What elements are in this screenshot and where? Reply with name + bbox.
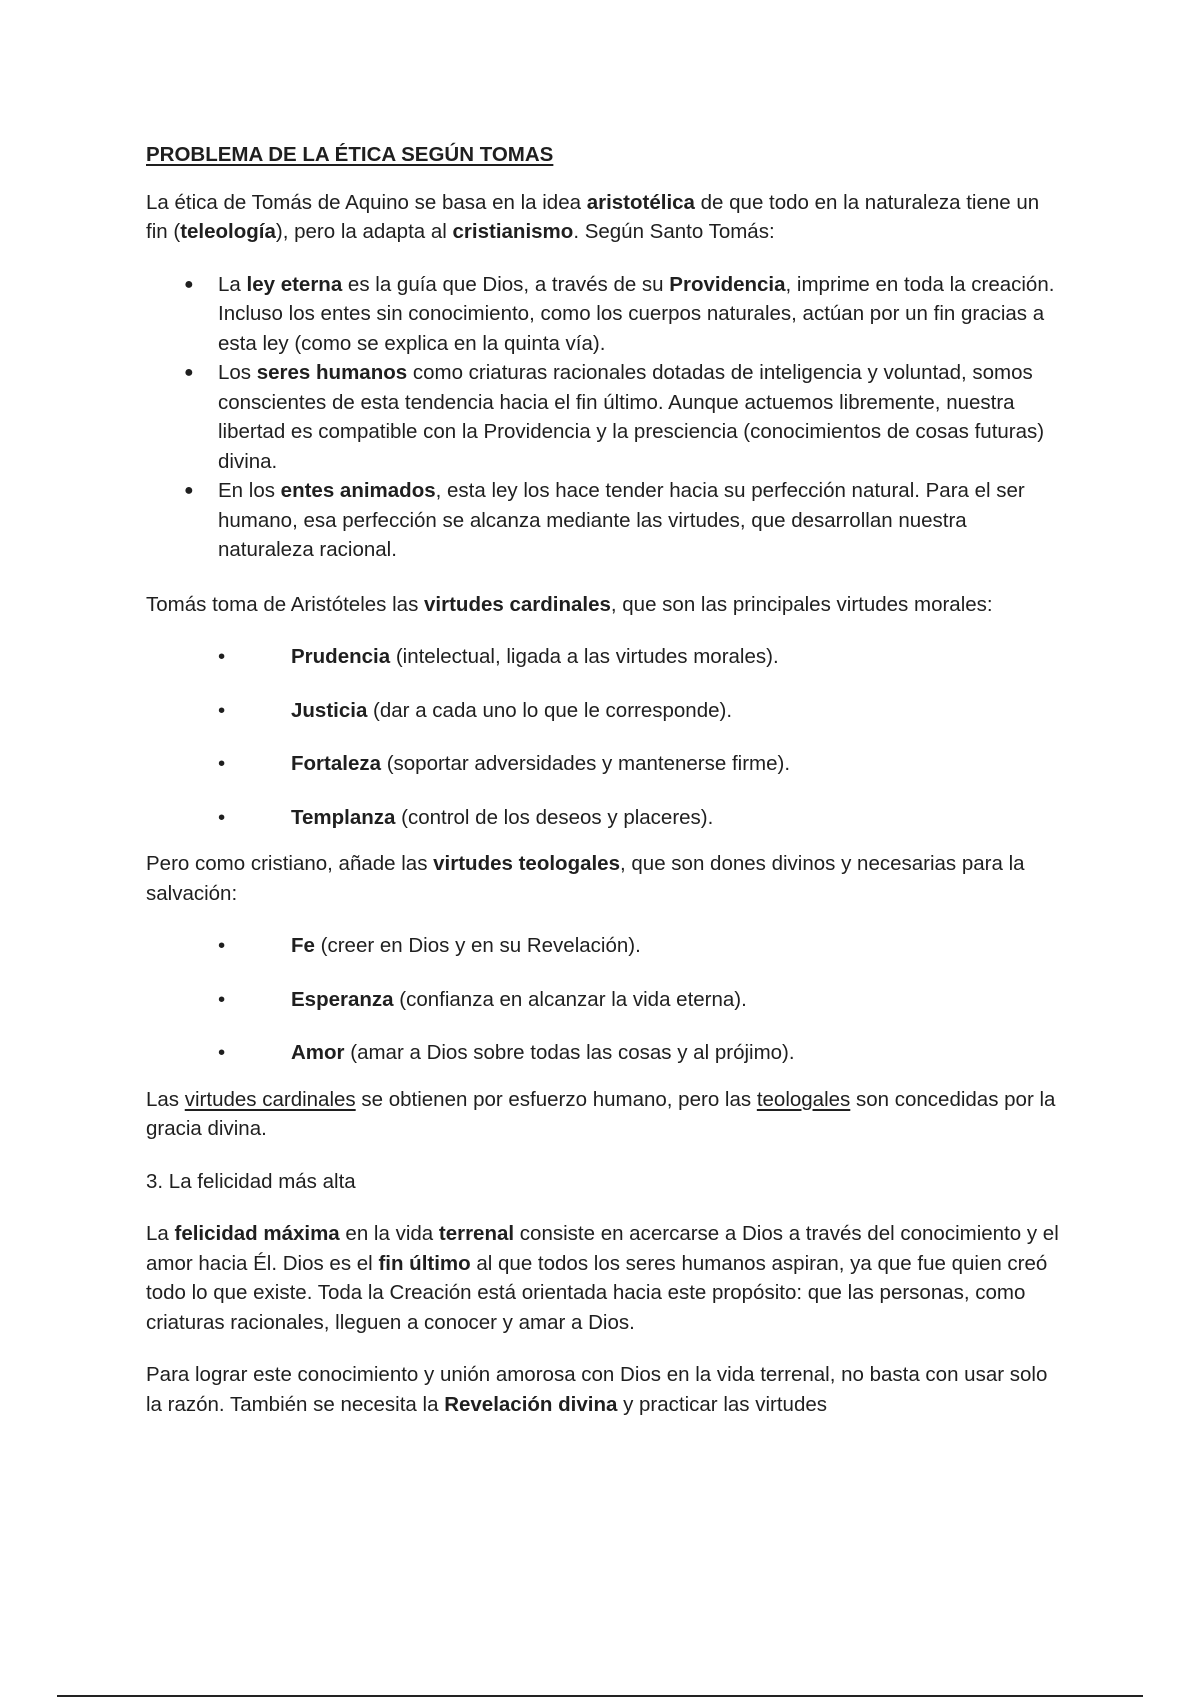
cardinal-intro-paragraph: Tomás toma de Aristóteles las virtudes cardinales, que son las principales virtudes morales: (146, 592, 993, 616)
happiness-paragraph: La felicidad máxima en la vida terrenal consiste en acercarse a Dios a través del conocimiento y el amor hacia Él. Dios es el fin último al que todos los seres humanos aspiran, ya que fue quien creó todo lo que existe. Toda la Creación está orientada hacia este propósito: que las personas, como criaturas racionales, lleguen a conocer y amar a Dios. (146, 1222, 1059, 1334)
contrast-paragraph: Las virtudes cardinales se obtienen por esfuerzo humano, pero las teologales son concedidas por la gracia divina. (146, 1087, 1056, 1140)
list-item-esperanza: • Esperanza (confianza en alcanzar la vida eterna). (291, 985, 1066, 1015)
page-title: PROBLEMA DE LA ÉTICA SEGÚN TOMAS (146, 143, 554, 166)
document-page (146, 140, 1066, 1442)
bullet-icon: • (218, 645, 226, 668)
bullet-icon: ● (184, 364, 194, 381)
list-item-prudencia: • Prudencia (intelectual, ligada a las virtudes morales). (291, 642, 1066, 672)
list-item-fe: • Fe (creer en Dios y en su Revelación). (291, 931, 1066, 961)
cardinal-virtues-list (146, 642, 1066, 832)
page-bottom-rule (57, 1695, 1143, 1697)
bullet-icon: ● (184, 275, 194, 293)
list-item-ley-eterna: ● La ley eterna es la guía que Dios, a través de su Providencia, imprime en toda la creación. Incluso los entes sin conocimiento, como los cuerpos naturales, actúan por un fin gracias a esta ley (como se explica en la quinta vía). (218, 270, 1066, 359)
bullet-icon: • (218, 752, 226, 775)
list-item-fortaleza: • Fortaleza (soportar adversidades y mantenerse firme). (291, 749, 1066, 779)
final-paragraph: Para lograr este conocimiento y unión amorosa con Dios en la vida terrenal, no basta con usar solo la razón. También se necesita la Revelación divina y practicar las virtudes (146, 1363, 1048, 1416)
theological-virtues-list (146, 931, 1066, 1068)
intro-paragraph: La ética de Tomás de Aquino se basa en la idea aristotélica de que todo en la naturaleza tiene un fin (teleología), pero la adapta al cristianismo. Según Santo Tomás: (146, 190, 1040, 243)
section-heading: 3. La felicidad más alta (146, 1169, 356, 1193)
bullet-icon: • (218, 987, 226, 1011)
theological-intro-paragraph: Pero como cristiano, añade las virtudes teologales, que son dones divinos y necesarias para la salvación: (146, 852, 1025, 905)
list-item-seres-humanos: ● Los seres humanos como criaturas racionales dotadas de inteligencia y voluntad, somos conscientes de esta tendencia hacia el fin último. Aunque actuemos libremente, nuestra libertad es compatible con la Providencia y la presciencia (conocimientos de cosas futuras) divina. (218, 358, 1066, 476)
bullet-icon: ● (184, 482, 194, 499)
bullet-icon: • (218, 805, 226, 829)
bullet-icon: • (218, 1041, 226, 1064)
bullet-icon: • (218, 698, 226, 722)
thomas-points-list (146, 270, 1066, 565)
list-item-justicia: • Justicia (dar a cada uno lo que le corresponde). (291, 696, 1066, 726)
list-item-templanza: • Templanza (control de los deseos y placeres). (291, 803, 1066, 833)
bullet-icon: • (218, 934, 226, 957)
list-item-entes-animados: ● En los entes animados, esta ley los hace tender hacia su perfección natural. Para el ser humano, esa perfección se alcanza mediante las virtudes, que desarrollan nuestra naturaleza racional. (218, 476, 1066, 565)
list-item-amor: • Amor (amar a Dios sobre todas las cosas y al prójimo). (291, 1038, 1066, 1068)
